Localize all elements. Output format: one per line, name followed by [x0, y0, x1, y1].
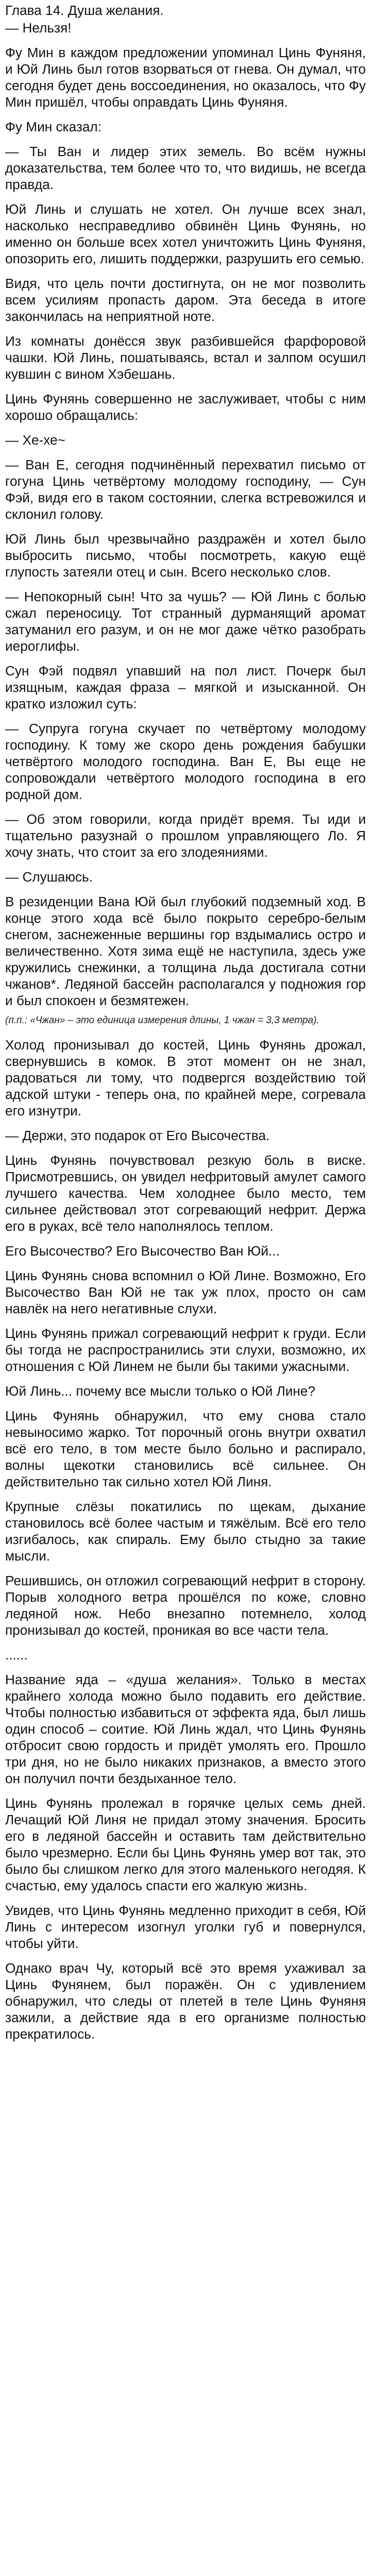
paragraph: Холод пронизывал до костей, Цинь Фунянь дрожал, свернувшись в комок. В этот момент он не знал, радоваться ли тому, что подвергся воздействию той адской штуки - теперь она, по крайней мере, согревала его изнутри. [5, 1037, 366, 1118]
paragraph: — Слушаюсь. [5, 869, 93, 885]
paragraph: Цинь Фунянь почувствовал резкую боль в виске. Присмотревшись, он увидел нефритовый амулет самого лучшего качества. Чем холоднее было место, тем сильнее действовал этот согревающий нефрит. Держа его в руках, всё тело наполнялось теплом. [5, 1153, 366, 1234]
paragraph: Юй Линь был чрезвычайно раздражён и хотел было выбросить письмо, чтобы посмотреть, какую ещё глупость затеяли отец и сын. Всего несколько слов. [5, 531, 366, 580]
paragraph: Цинь Фунянь снова вспомнил о Юй Лине. Возможно, Его Высочество Ван Юй не так уж плох, просто он сам навлёк на него негативные слухи. [5, 1268, 366, 1316]
paragraph: — Нельзя! [5, 20, 72, 36]
paragraph: Фу Мин в каждом предложении упоминал Цинь Фуняня, и Юй Линь был готов взорваться от гнева. Он думал, что сегодня будет день воссоединения, но оказалось, что Фу Мин пришёл, чтобы оправдать Цинь Фуняня. [5, 45, 366, 110]
paragraph: Название яда – «душа желания». Только в местах крайнего холода можно было подавить его действие. Чтобы полностью избавиться от эффекта яда, был лишь один способ – соитие. Юй Линь ждал, что Цинь Фунянь отбросит свою гордость и придёт умолять его. Прошло три дня, но не было никаких признаков, а вместо этого он получил почти бездыханное тело. [5, 1672, 366, 1786]
paragraph: — Держи, это подарок от Его Высочества. [5, 1128, 270, 1143]
paragraph: Цинь Фунянь пролежал в горячке целых семь дней. Лечащий Юй Линя не придал этому значения. Бросить его в ледяной бассейн и оставить там действительно было чрезмерно. Если бы Цинь Фунянь умер вот так, это было бы слишком легко для этого маленького негодяя. К счастью, ему удалось спасти его жалкую жизнь. [5, 1795, 366, 1893]
paragraph: Из комнаты донёсся звук разбившейся фарфоровой чашки. Юй Линь, пошатываясь, встал и залпом осушил кувшин с вином Хэбешань. [5, 333, 366, 382]
paragraph: — Хе-хе~ [5, 432, 65, 448]
translator-note: (п.п.: «Чжан» – это единица измерения длины, 1 чжан = 3,3 метра). [5, 1015, 319, 1026]
paragraph: — Ты Ван и лидер этих земель. Во всём нужны доказательства, тем более что то, что видишь, не всегда правда. [5, 144, 366, 192]
paragraph: Видя, что цель почти достигнута, он не мог позволить всем усилиям пропасть даром. Эта беседа в итоге закончилась на неприятной ноте. [5, 276, 366, 324]
text-block-continued [5, 1037, 366, 2042]
paragraph: Цинь Фунянь прижал согревающий нефрит к груди. Если бы тогда не распространились эти слухи, возможно, их отношения с Юй Линем не были бы такими ужасными. [5, 1326, 366, 1374]
paragraph: Крупные слёзы покатились по щекам, дыхание становилось всё более частым и тяжёлым. Всё его тело изгибалось, как спираль. Ему было стыдно за такие мысли. [5, 1499, 366, 1564]
paragraph: — Непокорный сын! Что за чушь? — Юй Линь с болью сжал переносицу. Тот странный дурманящий аромат затуманил его разум, и он не мог даже чётко разобрать иероглифы. [5, 589, 366, 654]
paragraph: Однако врач Чу, который всё это время ухаживал за Цинь Фунянем, был поражён. Он с удивлением обнаружил, что следы от плетей в теле Цинь Фуняня зажили, а действие яда в его организме полностью прекратилось. [5, 1960, 366, 2042]
paragraph: Решившись, он отложил согревающий нефрит в сторону. Порыв холодного ветра прошёлся по коже, словно ледяной нож. Небо внезапно потемнело, холод пронизывал до костей, проникая во все части тела. [5, 1573, 366, 1638]
paragraph: В резиденции Вана Юй был глубокий подземный ход. В конце этого хода всё было покрыто серебро-белым снегом, заснеженные вершины гор вздымались остро и величественно. Хотя зима ещё не наступила, здесь уже кружились снежинки, а толщина льда достигала сотни чжанов*. Ледяной бассейн располагался у подножия гор и был спокоен и безмятежен. [5, 894, 366, 1008]
paragraph: Его Высочество? Его Высочество Ван Юй... [5, 1243, 280, 1259]
paragraph: Увидев, что Цинь Фунянь медленно приходит в себя, Юй Линь с интересом изогнул уголки губ и повернулся, чтобы уйти. [5, 1903, 366, 1951]
chapter-title: Глава 14. Душа желания. [5, 3, 164, 18]
paragraph: Цинь Фунянь совершенно не заслуживает, чтобы с ним хорошо обращались: [5, 391, 366, 423]
paragraph: Фу Мин сказал: [5, 119, 102, 134]
paragraph: — Супруга гогуна скучает по четвёртому молодому господину. К тому же скоро день рождения бабушки четвёртого молодого господина. Ван Е, Вы еще не сопровождали четвёртого молодого господина в его родной дом. [5, 721, 366, 802]
section-separator: ...... [5, 1647, 28, 1663]
paragraph: Цинь Фунянь обнаружил, что ему снова стало невыносимо жарко. Тот порочный огонь внутри охватил всё его тело, в том месте было больно и распирало, волны щекотки становились всё сильнее. Он действительно так сильно хотел Юй Линя. [5, 1408, 366, 1489]
paragraph: — Ван Е, сегодня подчинённый перехватил письмо от гогуна Цинь четвёртому молодому господину, — Сун Фэй, видя его в таком состоянии, слегка встревожился и склонил голову. [5, 457, 366, 522]
paragraph: Юй Линь и слушать не хотел. Он лучше всех знал, насколько несправедливо обвинён Цинь Фунянь, но именно он больше всех хотел уничтожить Цинь Фуняня, опозорить его, лишить поддержки, разрушить его семью. [5, 201, 366, 266]
paragraph: — Об этом говорили, когда придёт время. Ты иди и тщательно разузнай о прошлом управляющего Ло. Я хочу знать, что стоит за его злодеяниями. [5, 811, 366, 860]
paragraph: Сун Фэй подвял упавший на пол лист. Почерк был изящным, каждая фраза – мягкой и изысканной. Он кратко изложил суть: [5, 663, 366, 711]
text-block-main [5, 20, 366, 1009]
paragraph: Юй Линь... почему все мысли только о Юй Лине? [5, 1383, 315, 1399]
